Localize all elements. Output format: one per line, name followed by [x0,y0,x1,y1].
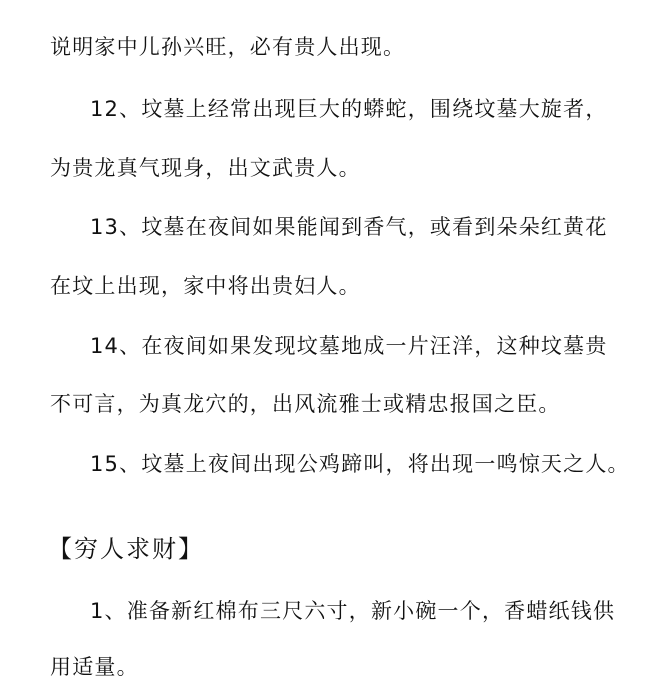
paragraph-line: 说明家中儿孙兴旺，必有贵人出现。 [50,35,406,59]
item-14-line-1: 14、在夜间如果发现坟墓地成一片汪洋，这种坟墓贵 [90,334,608,358]
section-item-1-line-2: 用适量。 [50,655,139,679]
section-heading: 【穷人求财】 [48,535,204,563]
item-12-line-1: 12、坟墓上经常出现巨大的蟒蛇，围绕坟墓大旋者， [90,97,608,121]
item-13-line-2: 在坟上出现，家中将出贵妇人。 [50,274,361,298]
item-14-line-2: 不可言，为真龙穴的，出风流雅士或精忠报国之臣。 [50,392,561,416]
item-15-line-1: 15、坟墓上夜间出现公鸡蹄叫，将出现一鸣惊天之人。 [90,452,630,476]
item-13-line-1: 13、坟墓在夜间如果能闻到香气，或看到朵朵红黄花 [90,215,608,239]
item-12-line-2: 为贵龙真气现身，出文武贵人。 [50,156,361,180]
section-item-1-line-1: 1、准备新红棉布三尺六寸，新小碗一个，香蜡纸钱供 [90,599,616,623]
